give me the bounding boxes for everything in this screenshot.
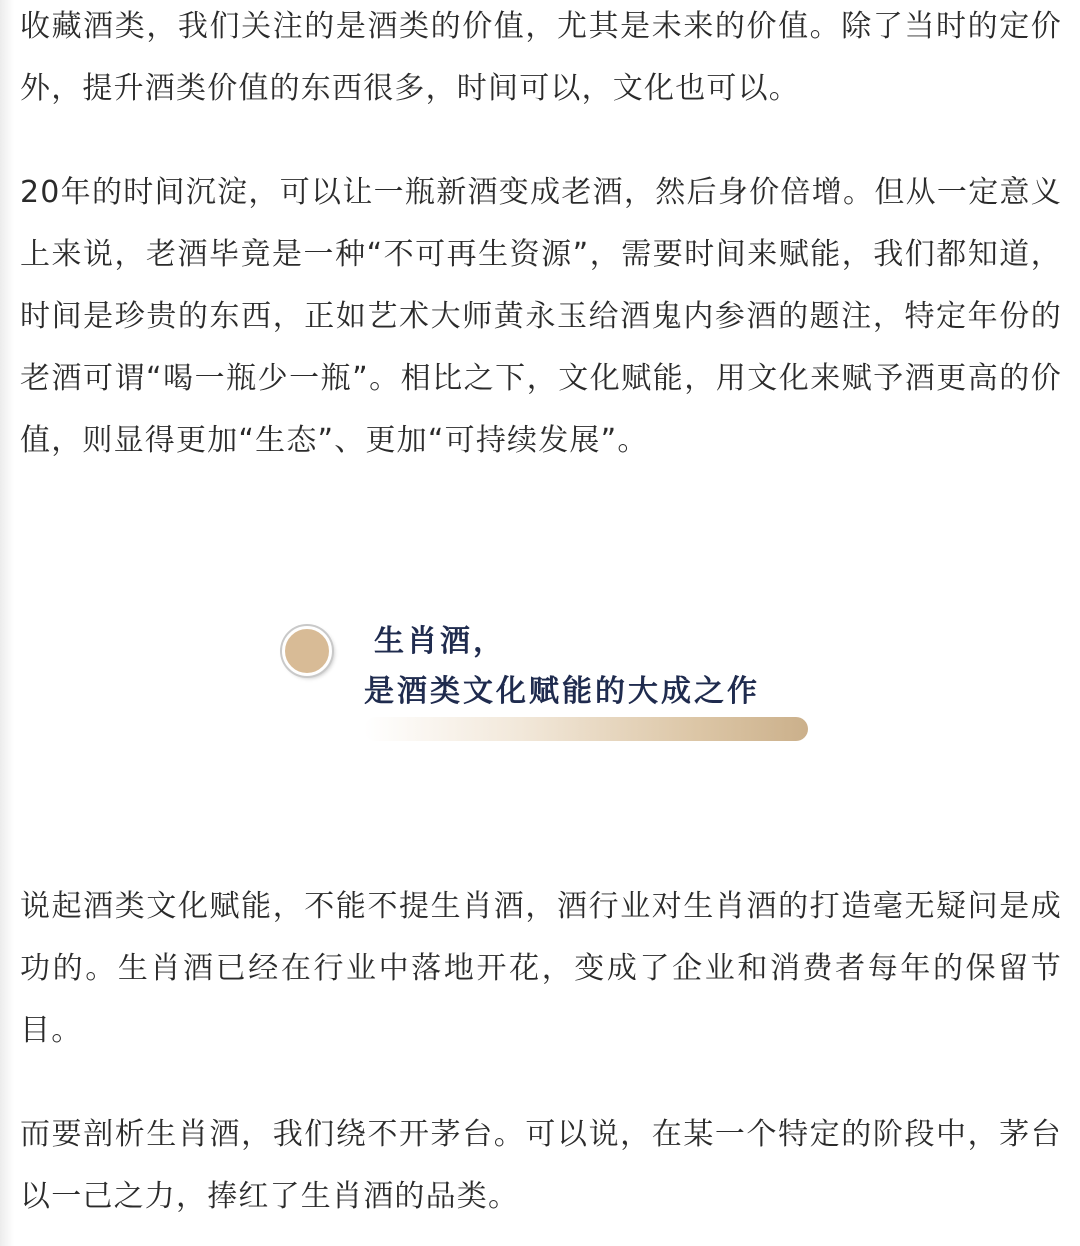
section-heading-line1: 生肖酒， [374, 624, 506, 659]
paragraph-zodiac-liquor: 说起酒类文化赋能，不能不提生肖酒，酒行业对生肖酒的打造毫无疑问是成功的。生肖酒已经在行业中落地开花，变成了企业和消费者每年的保留节目。 [20, 889, 1062, 1048]
heading-underline-bar [364, 717, 808, 741]
section-heading-line2: 是酒类文化赋能的大成之作 [364, 674, 760, 709]
paragraph-aged-liquor: 20年的时间沉淀，可以让一瓶新酒变成老酒，然后身价倍增。但从一定意义上来说，老酒毕竟是一种“不可再生资源”，需要时间来赋能，我们都知道，时间是珍贵的东西，正如艺术大师黄永玉给酒鬼内参酒的题注，特定年份的老酒可谓“喝一瓶少一瓶”。相比之下，文化赋能，用文化来赋予酒更高的价值，则显得更加“生态”、更加“可持续发展”。 [20, 175, 1062, 458]
gold-circle-icon [282, 626, 332, 676]
paragraph-moutai: 而要剖析生肖酒，我们绕不开茅台。可以说，在某一个特定的阶段中，茅台以一己之力，捧红了生肖酒的品类。 [20, 1117, 1062, 1214]
section-heading [282, 620, 822, 750]
page-edge-shade [0, 0, 14, 1246]
paragraph-collecting-value: 收藏酒类，我们关注的是酒类的价值，尤其是未来的价值。除了当时的定价外，提升酒类价值的东西很多，时间可以，文化也可以。 [20, 9, 1062, 106]
